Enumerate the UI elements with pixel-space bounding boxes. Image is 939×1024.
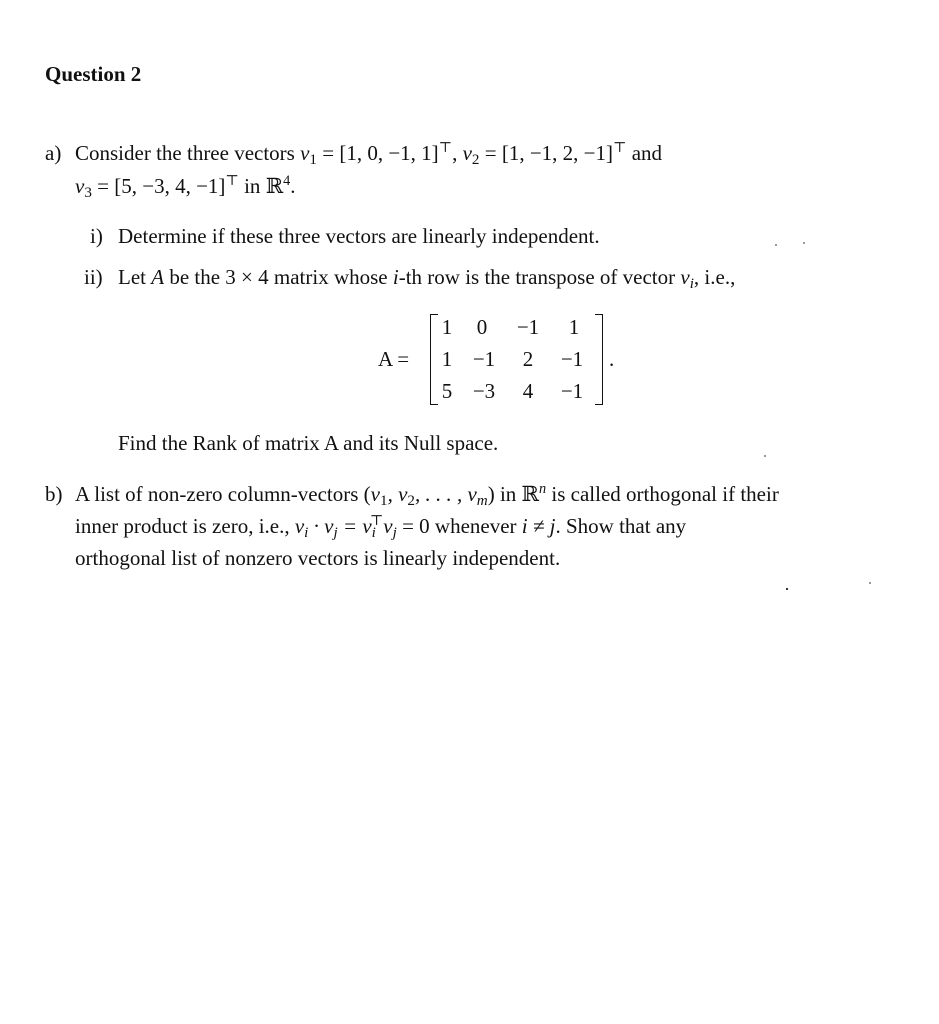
b-dot-vj: · v xyxy=(308,514,334,538)
question-title: Question 2 xyxy=(45,62,142,86)
b-vi-t-sub: i xyxy=(371,525,376,542)
in-word: in xyxy=(238,174,266,198)
b-inequality: i ≠ j xyxy=(521,514,556,538)
scan-speck xyxy=(869,582,871,584)
v3-value: = [5, −3, 4, −1] xyxy=(91,174,226,198)
line-2-period: . xyxy=(290,174,296,198)
part-a-label: a) xyxy=(45,141,62,165)
matrix-period: . xyxy=(609,347,615,371)
b-line2-text2: . Show that any xyxy=(555,514,687,538)
b-v2-sub: 2 xyxy=(407,493,415,510)
sub-ii-vi-sub: i xyxy=(689,276,694,293)
scan-speck xyxy=(803,242,805,244)
b-vm: , . . . , v xyxy=(414,482,477,506)
b-vi-sub: i xyxy=(304,525,309,542)
part-b-line-2 xyxy=(75,513,687,542)
matrix-cell: 1 xyxy=(568,315,580,339)
find-rank-text: Find the Rank of matrix A and its Null space. xyxy=(118,431,499,455)
b-vj-sub: j xyxy=(333,525,338,542)
sub-ii-text-2: be the 3 × 4 matrix whose xyxy=(164,265,393,289)
matrix-cell: −1 xyxy=(560,347,584,371)
part-b-label: b) xyxy=(45,482,63,506)
b-line2-text1: inner product is zero, i.e., xyxy=(75,514,295,538)
sub-ii-a: A xyxy=(151,265,165,289)
v1-name: v xyxy=(300,141,310,165)
matrix-cell: 0 xyxy=(476,315,488,339)
b-line1-text2: ) in xyxy=(487,482,522,506)
matrix-label: A = xyxy=(378,347,410,371)
matrix-cell: −1 xyxy=(472,347,496,371)
part-a-line-1: Consider the three vectors $v_1 = [1$, 0, −1, 1]⊤, $v_2 = [1$, −1, 2, −1]⊤ and xyxy=(75,140,663,169)
v2-transpose: ⊤ xyxy=(613,140,627,157)
and-word: and xyxy=(626,141,663,165)
sub-ii-label: ii) xyxy=(84,265,103,289)
space-r: ℝ xyxy=(265,174,284,198)
v1-transpose: ⊤ xyxy=(438,140,453,157)
sub-ii-text xyxy=(118,265,736,293)
scan-speck xyxy=(786,588,788,590)
part-a-line-2 xyxy=(75,173,296,202)
b-line1-text3: is called orthogonal if their xyxy=(546,482,779,506)
matrix-cell: 2 xyxy=(522,347,534,371)
matrix-cell: 5 xyxy=(441,379,453,403)
b-space-n: n xyxy=(538,481,547,498)
b-v1-sub: 1 xyxy=(380,493,388,510)
b-space-r: ℝ xyxy=(521,482,539,506)
v2-name: v xyxy=(462,141,472,165)
v2-sub: 2 xyxy=(471,152,480,169)
b-v1: v xyxy=(370,482,380,506)
sub-ii-text-3: -th row is the transpose of vector xyxy=(398,265,681,289)
v3-name: v xyxy=(75,174,85,198)
sub-ii-i: i xyxy=(392,265,399,289)
sub-ii-text-1: Let xyxy=(118,265,152,289)
matrix-cell: −1 xyxy=(560,379,584,403)
b-vi: v xyxy=(294,514,305,538)
v2-value: = [1, −1, 2, −1] xyxy=(479,141,614,165)
matrix-right-bracket xyxy=(595,314,603,405)
matrix-cell: 1 xyxy=(441,347,453,371)
sub-ii-text-4: , i.e., xyxy=(693,265,736,289)
b-transpose: ⊤ xyxy=(369,513,384,530)
b-zero-whenever: = 0 whenever xyxy=(396,514,522,538)
v1-value: = [1, 0, −1, 1] xyxy=(316,141,439,165)
part-a-intro: Consider the three vectors xyxy=(75,141,295,165)
part-b-line-1 xyxy=(75,481,779,510)
scan-speck xyxy=(764,455,766,457)
v3-sub: 3 xyxy=(84,185,92,202)
part-b-line-3: orthogonal list of nonzero vectors is linearly independent. xyxy=(75,546,561,570)
b-eq-vi: = v xyxy=(337,514,372,538)
sub-i-label: i) xyxy=(90,224,103,248)
v1-sub: 1 xyxy=(309,152,317,169)
scan-speck xyxy=(775,244,777,246)
b-vj2-sub: j xyxy=(392,525,397,542)
b-vj2: v xyxy=(383,514,393,538)
sub-i-text: Determine if these three vectors are linearly independent. xyxy=(118,224,600,248)
matrix-cell: −1 xyxy=(516,315,540,339)
b-v2: , v xyxy=(387,482,408,506)
space-exp: 4 xyxy=(283,173,291,190)
b-line1-text1: A list of non-zero column-vectors ( xyxy=(75,482,371,506)
matrix-cell: 4 xyxy=(522,379,534,403)
v3-transpose: ⊤ xyxy=(225,173,239,190)
sub-ii-vi: v xyxy=(680,265,690,289)
matrix-cell: −3 xyxy=(472,379,496,403)
b-vm-sub: m xyxy=(476,493,488,510)
matrix-cell: 1 xyxy=(441,315,453,339)
